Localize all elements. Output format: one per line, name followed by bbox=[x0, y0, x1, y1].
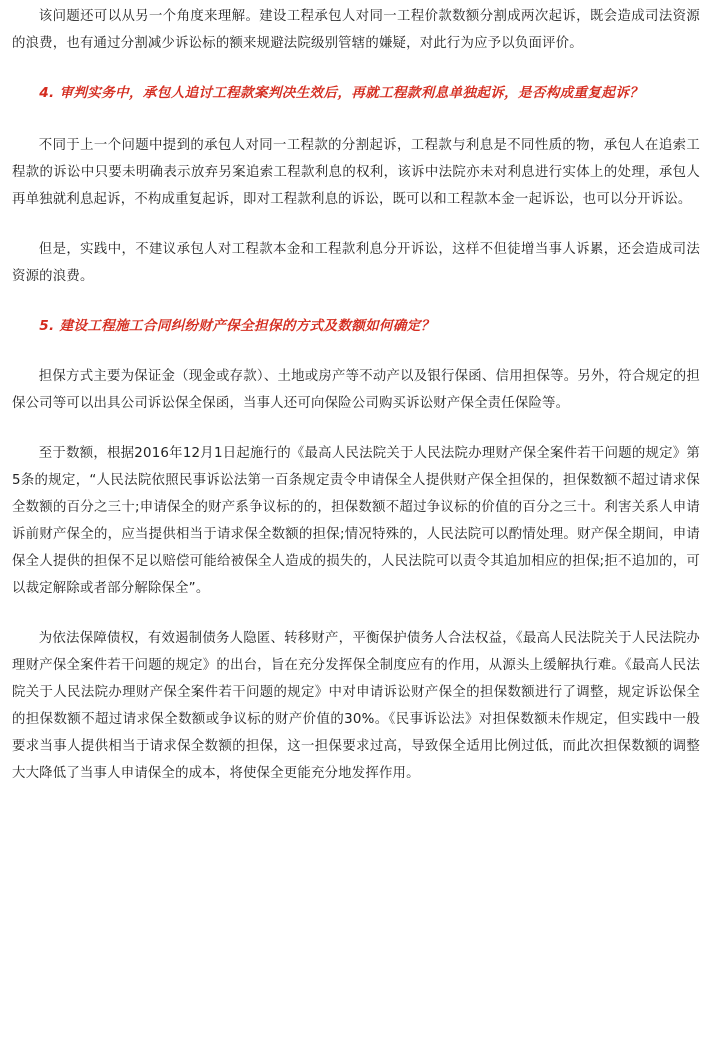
spacer bbox=[12, 602, 700, 625]
spacer bbox=[12, 213, 700, 236]
spacer bbox=[12, 340, 700, 363]
spacer bbox=[12, 57, 700, 80]
spacer bbox=[12, 107, 700, 132]
paragraph-interest-claim: 不同于上一个问题中提到的承包人对同一工程款的分割起诉，工程款与利息是不同性质的物，承包人在追索工程款的诉讼中只要未明确表示放弃另案追索工程款利息的权利，该诉中法院亦未对利息进行实体上的处理，承包人再单独就利息起诉，不构成重复起诉，即对工程款利息的诉讼，既可以和工程款本金一起诉讼，也可以分开诉讼。 bbox=[12, 138, 700, 207]
paragraph-guarantee-amount: 至于数额，根据2016年12月1日起施行的《最高人民法院关于人民法院办理财产保全案件若干问题的规定》第5条的规定，“人民法院依照民事诉讼法第一百条规定责令申请保全人提供财产保全担保的，担保数额不超过请求保全数额的百分之三十;申请保全的财产系争议标的的，担保数额不超过争议标的价值的百分之三十。利害关系人申请诉前财产保全的，应当提供相当于请求保全数额的担保;情况特殊的，人民法院可以酌情处理。财产保全期间，申请保全人提供的担保不足以赔偿可能给被保全人造成的损失的，人民法院可以责令其追加相应的担保;拒不追加的，可以裁定解除或者部分解除保全”。 bbox=[12, 446, 700, 596]
section-heading-5: 5. 建设工程施工合同纠纷财产保全担保的方式及数额如何确定？ bbox=[39, 318, 435, 334]
paragraph-alternative-view: 该问题还可以从另一个角度来理解。建设工程承包人对同一工程价款数额分割成两次起诉，既会造成司法资源的浪费，也有通过分割减少诉讼标的额来规避法院级别管辖的嫌疑，对此行为应予以负面评价。 bbox=[12, 9, 700, 51]
paragraph-regulation-purpose: 为依法保障债权，有效遏制债务人隐匿、转移财产，平衡保护债务人合法权益，《最高人民法院关于人民法院办理财产保全案件若干问题的规定》的出台，旨在充分发挥保全制度应有的作用，从源头上缓解执行难。《最高人民法院关于人民法院办理财产保全案件若干问题的规定》中对申请诉讼财产保全的担保数额进行了调整，规定诉讼保全的担保数额不超过请求保全数额或争议标的财产价值的30%。《民事诉讼法》对担保数额未作规定，但实践中一般要求当事人提供相当于请求保全数额的担保，这一担保要求过高，导致保全适用比例过低，而此次担保数额的调整大大降低了当事人申请保全的成本，将使保全更能充分地发挥作用。 bbox=[12, 631, 700, 781]
spacer bbox=[12, 290, 700, 313]
section-heading-4: 4. 审判实务中，承包人追讨工程款案判决生效后，再就工程款利息单独起诉，是否构成重复起诉？ bbox=[39, 85, 643, 101]
paragraph-practice-advice: 但是，实践中，不建议承包人对工程款本金和工程款利息分开诉讼，这样不但徒增当事人诉累，还会造成司法资源的浪费。 bbox=[12, 242, 700, 284]
paragraph-guarantee-methods: 担保方式主要为保证金（现金或存款）、土地或房产等不动产以及银行保函、信用担保等。另外，符合规定的担保公司等可以出具公司诉讼保全保函，当事人还可向保险公司购买诉讼财产保全责任保险等。 bbox=[12, 369, 700, 411]
spacer bbox=[12, 417, 700, 440]
